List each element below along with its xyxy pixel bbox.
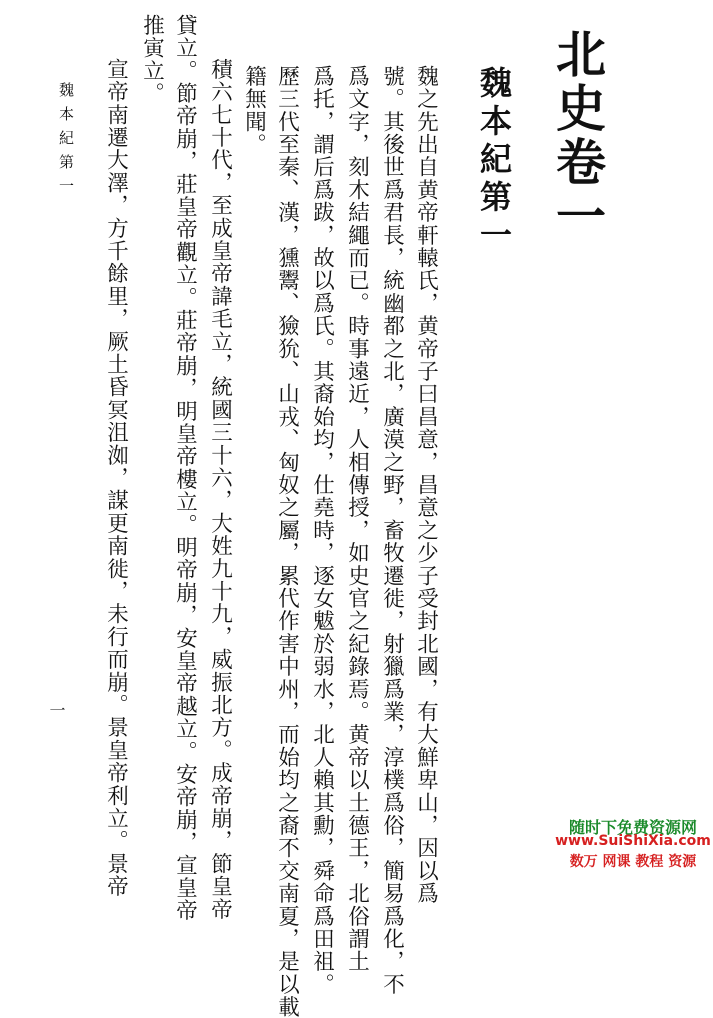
chapter-title: 魏本紀第一 [475, 66, 513, 256]
text-column: 號。其後世爲君長，統幽都之北，廣漠之野，畜牧遷徙，射獵爲業，淳樸爲俗，簡易爲化，不 [379, 65, 405, 996]
text-column: 歷三代至秦、漢，獯鬻、獫狁、山戎、匈奴之屬，累代作害中州，而始均之裔不交南夏，是以載 [274, 65, 300, 1018]
text-column: 宣帝南遷大澤，方千餘里，厥土昏冥沮洳，謀更南徙，未行而崩。景皇帝利立。景帝 [103, 58, 129, 898]
running-title: 魏本紀第一 [57, 82, 75, 202]
text-column: 籍無聞。 [241, 65, 267, 156]
text-column: 積六七十代，至成皇帝諱毛立，統國三十六，大姓九十九，威振北方。成帝崩，節皇帝 [207, 58, 233, 921]
watermark-line: 数万 网课 教程 资源 [569, 854, 697, 870]
watermark-line: 随时下免费资源网 [568, 818, 697, 837]
text-column: 爲文字，刻木結繩而已。時事遠近，人相傳授，如史官之紀錄焉。黄帝以土德王，北俗謂土 [344, 65, 370, 973]
text-column: 魏之先出自黄帝軒轅氏，黄帝子曰昌意，昌意之少子受封北國，有大鮮卑山，因以爲 [413, 65, 439, 905]
text-column: 推寅立。 [139, 14, 165, 105]
volume-title: 北史卷一 [548, 28, 607, 244]
text-column: 爲托，謂后爲跋，故以爲氏。其裔始均，仕堯時，逐女魃於弱水，北人賴其勳，舜命爲田祖。 [309, 65, 335, 996]
watermark-url: www.SuiShiXia.com [555, 833, 711, 849]
page-number: 一 [47, 702, 66, 718]
text-column: 貸立。節帝崩，莊皇帝觀立。莊帝崩，明皇帝樓立。明帝崩，安皇帝越立。安帝崩，宣皇帝 [172, 14, 198, 922]
